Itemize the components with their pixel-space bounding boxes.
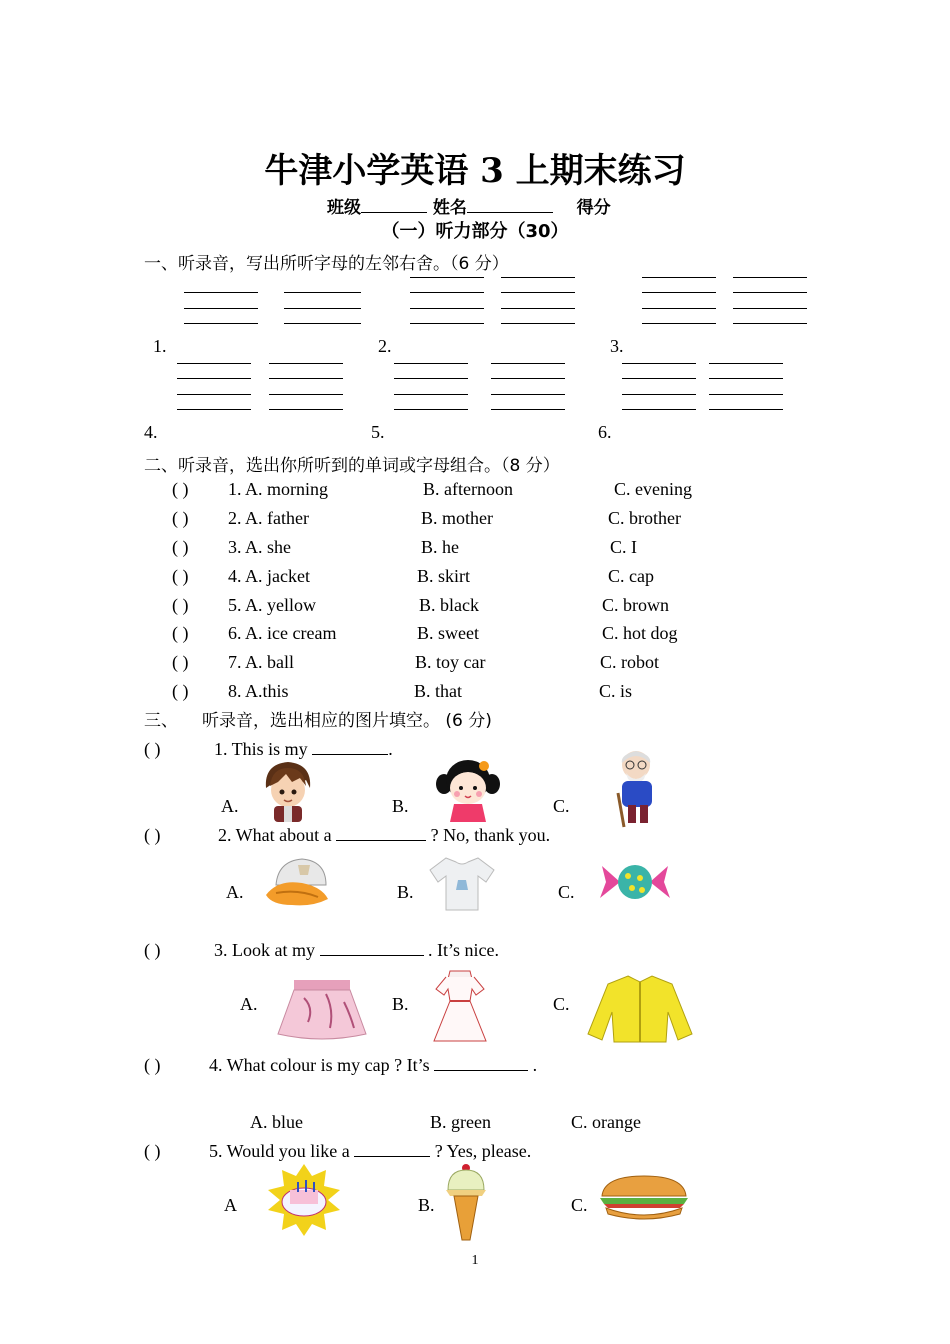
boy-image [256, 758, 320, 824]
q-option-c: C. evening [614, 479, 692, 499]
q3-option-a-label: A. [240, 994, 258, 1014]
birthday-cake-image [266, 1162, 342, 1238]
girl-image [428, 750, 508, 822]
question-2-stem: 2. What about a [218, 825, 332, 845]
skirt-image [274, 978, 370, 1044]
sandwich-image [596, 1172, 692, 1224]
part1-num-2: 2. [378, 336, 392, 356]
answer-paren[interactable]: ( ) [144, 1141, 161, 1161]
student-info-line [327, 193, 611, 218]
q-option-b: B. afternoon [423, 479, 513, 499]
q-option-b: B. toy car [415, 652, 486, 672]
answer-paren[interactable]: ( ) [172, 623, 189, 643]
answer-paren[interactable]: ( ) [144, 940, 161, 960]
q-option-b: B. mother [421, 508, 493, 528]
tshirt-image [428, 856, 496, 912]
page-title: 牛津小学英语 3 上期末练习 [264, 151, 686, 191]
answer-blank[interactable] [336, 826, 426, 841]
q5-option-b-label: B. [418, 1195, 435, 1215]
q-option-b: B. sweet [417, 623, 479, 643]
q-option-a: 7. A. ball [228, 652, 294, 672]
part1-num-1: 1. [153, 336, 167, 356]
class-label: 班级 [327, 198, 361, 218]
question-2-end: ? No, thank you. [430, 825, 551, 845]
part1-num-3: 3. [610, 336, 624, 356]
q5-option-c-label: C. [571, 1195, 588, 1215]
q5-option-a-label: A [224, 1195, 237, 1215]
q-option-a: 6. A. ice cream [228, 623, 337, 643]
cap-image [262, 855, 332, 911]
part3-heading: 听录音，选出相应的图片填空。 (6 分) [202, 711, 492, 731]
q-option-b: B. that [414, 681, 462, 701]
q-option-b: B. he [421, 537, 459, 557]
answer-paren[interactable]: ( ) [172, 566, 189, 586]
question-5-text [209, 1141, 531, 1162]
question-4-stem: 4. What colour is my cap ? It’s [209, 1055, 430, 1075]
q3-option-b-label: B. [392, 994, 409, 1014]
section-heading: （一）听力部分（30） [381, 221, 569, 242]
class-blank[interactable] [361, 196, 427, 213]
q-option-a: 2. A. father [228, 508, 309, 528]
part1-num-4: 4. [144, 422, 158, 442]
answer-paren[interactable]: ( ) [144, 825, 161, 845]
q1-option-a-label: A. [221, 796, 239, 816]
dress-image [426, 969, 494, 1045]
part1-num-6: 6. [598, 422, 612, 442]
question-3-text [214, 940, 499, 961]
answer-paren[interactable]: ( ) [144, 1055, 161, 1075]
q-option-a: 1. A. morning [228, 479, 329, 499]
q2-option-c-label: C. [558, 882, 575, 902]
answer-blank[interactable] [320, 941, 424, 956]
question-1-stem: 1. This is my [214, 739, 308, 759]
answer-paren[interactable]: ( ) [172, 595, 189, 615]
question-4-text [209, 1055, 537, 1076]
q4-option-a: A. blue [250, 1112, 303, 1132]
q4-option-b: B. green [430, 1112, 491, 1132]
grandpa-image [608, 749, 664, 829]
name-label: 姓名 [432, 198, 467, 218]
q-option-a: 8. A.this [228, 681, 289, 701]
question-2-text [218, 825, 550, 846]
answer-paren[interactable]: ( ) [172, 652, 189, 672]
part3-heading-num: 三、 [144, 711, 178, 731]
q-option-c: C. brown [602, 595, 669, 615]
q-option-b: B. black [419, 595, 479, 615]
q2-option-a-label: A. [226, 882, 244, 902]
q-option-a: 5. A. yellow [228, 595, 316, 615]
q4-option-c: C. orange [571, 1112, 641, 1132]
question-1-text [214, 739, 393, 760]
part1-heading: 一、听录音，写出所听字母的左邻右舍。（6 分） [144, 254, 509, 274]
question-3-stem: 3. Look at my [214, 940, 315, 960]
q1-option-b-label: B. [392, 796, 409, 816]
q-option-c: C. hot dog [602, 623, 678, 643]
q-option-c: C. is [599, 681, 633, 701]
answer-blank[interactable] [434, 1056, 528, 1071]
q2-option-b-label: B. [397, 882, 414, 902]
part1-num-5: 5. [371, 422, 385, 442]
answer-paren[interactable]: ( ) [144, 739, 161, 759]
answer-paren[interactable]: ( ) [172, 681, 189, 701]
q3-option-c-label: C. [553, 994, 570, 1014]
score-label: 得分 [576, 198, 611, 218]
question-5-stem: 5. Would you like a [209, 1141, 350, 1161]
question-5-end: ? Yes, please. [434, 1141, 532, 1161]
ice-cream-image [444, 1162, 488, 1242]
question-3-end: . It’s nice. [428, 940, 499, 960]
answer-blank[interactable] [354, 1142, 430, 1157]
q-option-c: C. brother [608, 508, 681, 528]
jacket-image [584, 972, 696, 1044]
question-4-end: . [532, 1055, 538, 1075]
question-1-end: . [388, 739, 393, 759]
q-option-b: B. skirt [417, 566, 471, 586]
candy-image [598, 856, 672, 908]
q-option-c: C. robot [600, 652, 660, 672]
q1-option-c-label: C. [553, 796, 570, 816]
q-option-c: C. cap [608, 566, 654, 586]
name-blank[interactable] [467, 196, 553, 213]
q-option-a: 3. A. she [228, 537, 291, 557]
q-option-a: 4. A. jacket [228, 566, 310, 586]
answer-blank[interactable] [312, 740, 388, 755]
answer-paren[interactable]: ( ) [172, 508, 189, 528]
answer-paren[interactable]: ( ) [172, 479, 189, 499]
q-option-c: C. I [610, 537, 637, 557]
page-number: 1 [471, 1253, 479, 1268]
part2-heading: 二、听录音，选出你所听到的单词或字母组合。（8 分） [144, 456, 560, 476]
answer-paren[interactable]: ( ) [172, 537, 189, 557]
